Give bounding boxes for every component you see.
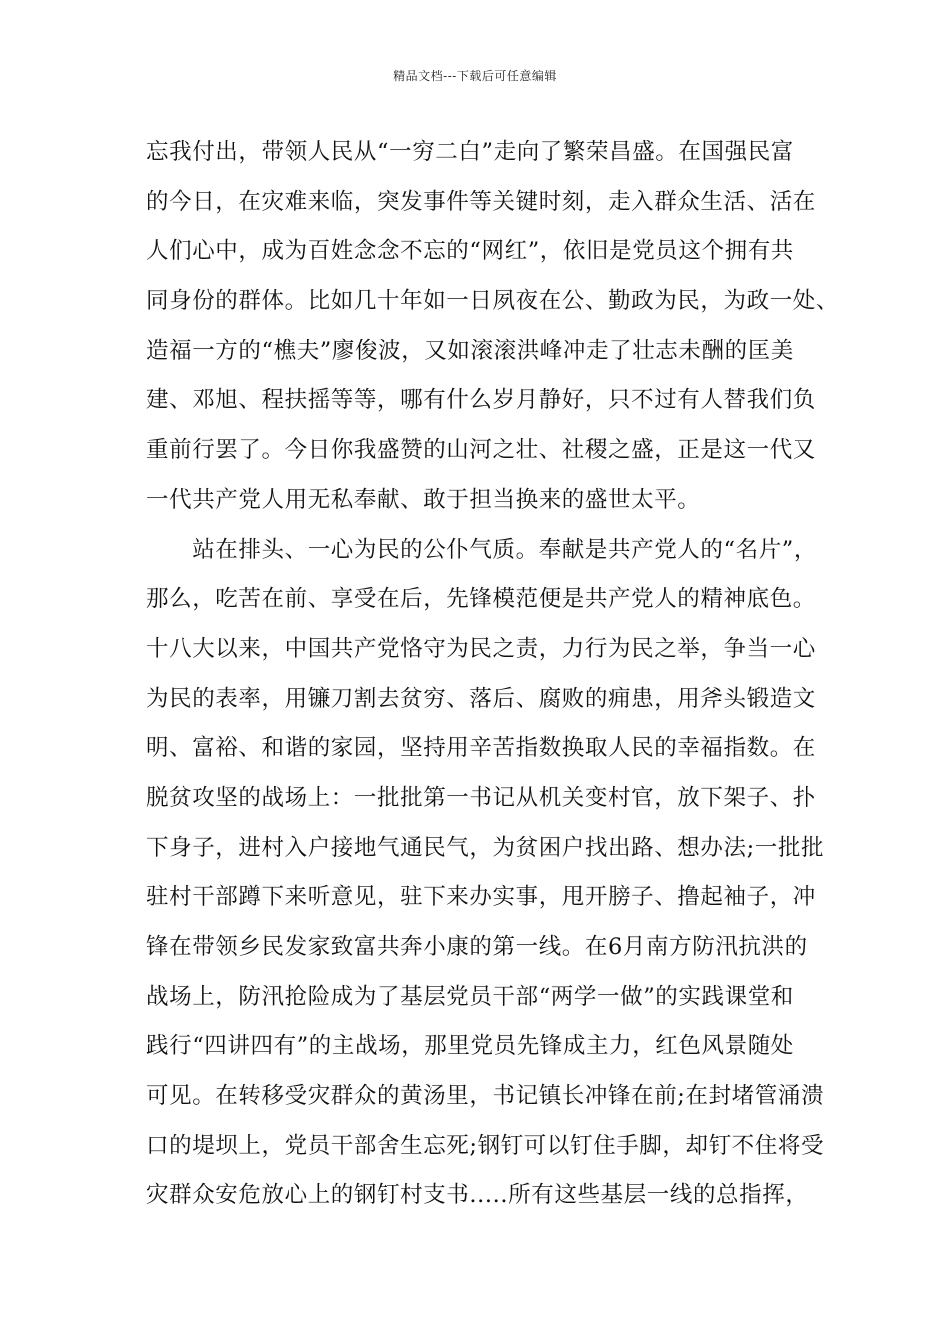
paragraph-start-line: 站在排头、一心为民的公仆气质。奉献是共产党人的“名片”， [146,536,818,563]
text-line: 一代共产党人用无私奉献、敢于担当换来的盛世太平。 [146,486,701,513]
text-line: 锋在带领乡民发家致富共奔小康的第一线。在6月南方防汛抗洪的 [146,934,808,960]
text-line: 战场上，防汛抢险成为了基层党员干部“两学一做”的实践课堂和 [146,983,794,1010]
text-line: 人们心中，成为百姓念念不忘的“网红”，依旧是党员这个拥有共 [146,238,794,265]
text-line: 灾群众安危放心上的钢钉村支书.....所有这些基层一线的总指挥， [146,1182,809,1209]
text-line: 同身份的群体。比如几十年如一日夙夜在公、勤政为民，为政一处、 [146,288,840,315]
text-line: 脱贫攻坚的战场上：一批批第一书记从机关变村官，放下架子、扑 [146,784,816,811]
text-line: 下身子，进村入户接地气通民气，为贫困户找出路、想办法;一批批 [146,834,825,861]
text-line: 的今日，在灾难来临，突发事件等关键时刻，走入群众生活、活在 [146,188,816,215]
text-line: 驻村干部蹲下来听意见，驻下来办实事，甩开膀子、撸起袖子，冲 [146,884,816,911]
text-line: 口的堤坝上，党员干部舍生忘死;钢钉可以钉住手脚，却钉不住将受 [146,1132,825,1159]
text-line: 重前行罢了。今日你我盛赞的山河之壮、社稷之盛，正是这一代又 [146,437,816,464]
text-line: 明、富裕、和谐的家园，坚持用辛苦指数换取人民的幸福指数。在 [146,735,816,762]
page-header: 精品文档---下载后可任意编辑 [393,69,557,83]
body-text [146,131,846,1224]
text-line: 那么，吃苦在前、享受在后，先锋模范便是共产党人的精神底色。 [146,586,816,613]
text-line: 为民的表率，用镰刀割去贫穷、落后、腐败的痈患，用斧头锻造文 [146,685,816,712]
text-line: 建、邓旭、程扶摇等等，哪有什么岁月静好，只不过有人替我们负 [146,387,816,414]
text-line: 十八大以来，中国共产党恪守为民之责，力行为民之举，争当一心 [146,635,816,662]
text-line: 践行“四讲四有”的主战场，那里党员先锋成主力，红色风景随处 [146,1033,794,1060]
text-line: 造福一方的“樵夫”廖俊波，又如滚滚洪峰冲走了壮志未酬的匡美 [146,337,794,364]
text-line: 忘我付出，带领人民从“一穷二白”走向了繁荣昌盛。在国强民富 [146,139,794,165]
text-line: 可见。在转移受灾群众的黄汤里，书记镇长冲锋在前;在封堵管涌溃 [146,1083,825,1110]
